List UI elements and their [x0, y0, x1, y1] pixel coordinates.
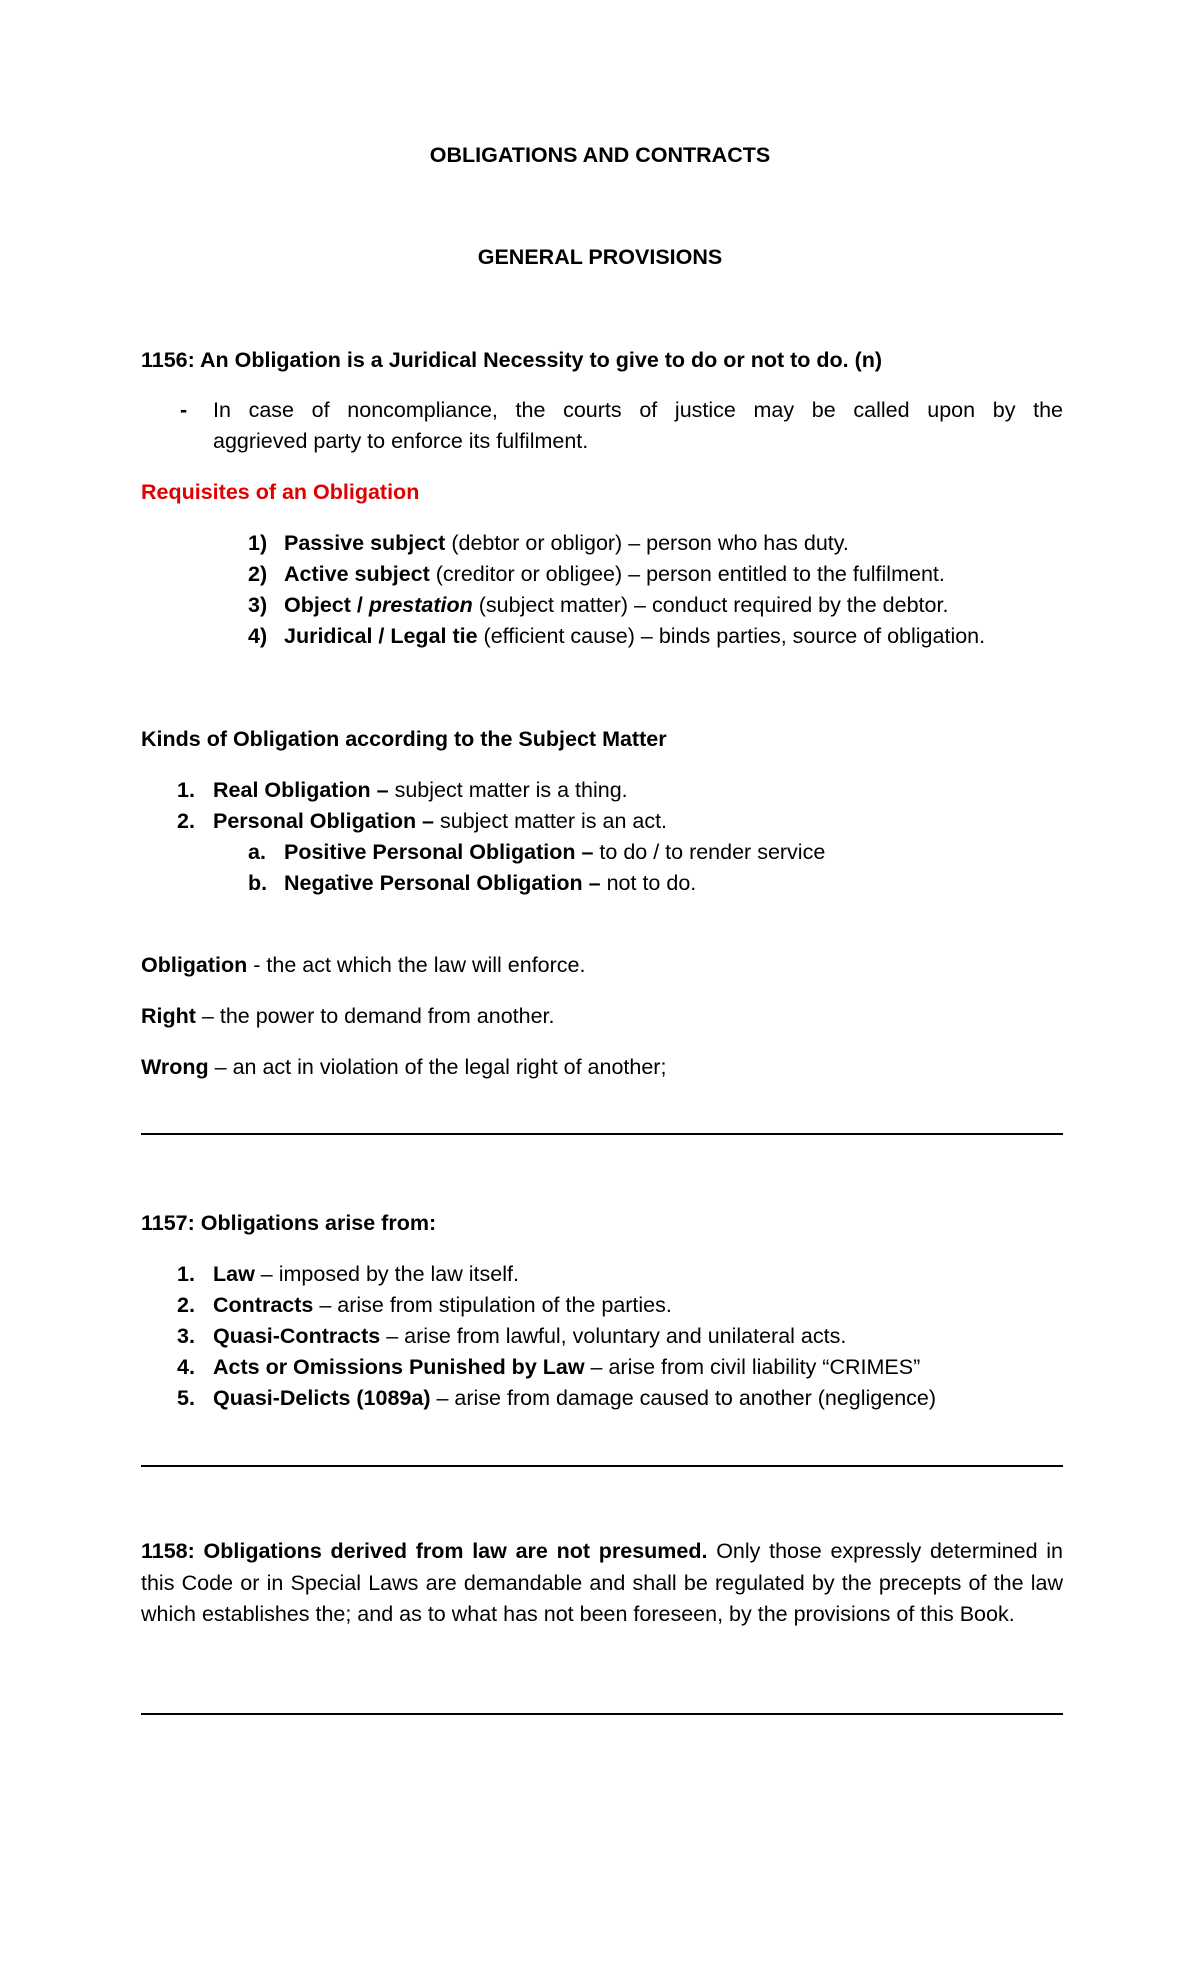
- definition-desc: – the power to demand from another.: [195, 1004, 555, 1028]
- list-term: Law: [213, 1262, 255, 1286]
- list-desc: (debtor or obligor) – person who has duty.: [445, 531, 849, 555]
- definition-term: Wrong: [141, 1055, 209, 1079]
- horizontal-rule: [141, 1465, 1063, 1467]
- kinds-heading: Kinds of Obligation according to the Subject Matter: [141, 727, 667, 751]
- list-number: 2.: [177, 1293, 195, 1317]
- list-number: 1.: [177, 778, 195, 802]
- list-desc: – imposed by the law itself.: [254, 1262, 519, 1286]
- article-1156-note-line1: In case of noncompliance, the courts of justice may be called upon by the: [213, 398, 1063, 422]
- article-1158-text: Only those expressly determined in this Code or in Special Laws are demandable and shall be regulated by the precepts of the law which establishes the; and as to what has not been foreseen, by the provisions of this Book.: [141, 1539, 1063, 1626]
- list-item: [284, 530, 849, 556]
- definition-desc: – an act in violation of the legal right of another;: [208, 1055, 667, 1079]
- list-item: [213, 777, 628, 803]
- document-title: OBLIGATIONS AND CONTRACTS: [429, 143, 771, 167]
- list-term: Quasi-Contracts: [213, 1324, 381, 1348]
- list-item: [284, 623, 985, 649]
- list-term: Passive subject: [284, 531, 446, 555]
- horizontal-rule: [141, 1133, 1063, 1135]
- list-term: Personal Obligation –: [213, 809, 435, 833]
- section-title: GENERAL PROVISIONS: [477, 245, 723, 269]
- definition-wrong: [141, 1054, 666, 1080]
- list-number: 5.: [177, 1386, 195, 1410]
- article-1157-heading: 1157: Obligations arise from:: [141, 1211, 437, 1235]
- list-item: [284, 839, 825, 865]
- article-1156-note-line2: aggrieved party to enforce its fulfilment.: [213, 429, 589, 453]
- list-number: 4): [248, 624, 268, 648]
- article-1158-paragraph: [141, 1536, 1063, 1631]
- list-item: [213, 1354, 920, 1380]
- list-desc: not to do.: [600, 871, 697, 895]
- list-item: [213, 808, 667, 834]
- list-desc: – arise from lawful, voluntary and unilateral acts.: [380, 1324, 847, 1348]
- list-number: 2.: [177, 809, 195, 833]
- list-desc: – arise from damage caused to another (negligence): [430, 1386, 937, 1410]
- list-desc: to do / to render service: [593, 840, 826, 864]
- list-desc: (creditor or obligee) – person entitled to the fulfilment.: [429, 562, 945, 586]
- list-number: 4.: [177, 1355, 195, 1379]
- list-desc: subject matter is an act.: [434, 809, 668, 833]
- list-item: [213, 1385, 936, 1411]
- list-term: Acts or Omissions Punished by Law: [213, 1355, 585, 1379]
- list-term: Positive Personal Obligation –: [284, 840, 594, 864]
- list-item: [284, 870, 696, 896]
- list-term: Juridical / Legal tie: [284, 624, 478, 648]
- list-term: Real Obligation –: [213, 778, 389, 802]
- list-number: 2): [248, 562, 268, 586]
- list-number: 3): [248, 593, 268, 617]
- list-item: [213, 1323, 846, 1349]
- article-1156-heading: 1156: An Obligation is a Juridical Necessity to give to do or not to do. (n): [141, 348, 883, 372]
- list-term-italic: prestation: [368, 593, 473, 617]
- list-item: [213, 1292, 672, 1318]
- definition-term: Obligation: [141, 953, 248, 977]
- list-term: Quasi-Delicts (1089a): [213, 1386, 431, 1410]
- definition-obligation: [141, 952, 585, 978]
- requisites-heading: Requisites of an Obligation: [141, 480, 420, 504]
- list-number: b.: [248, 871, 268, 895]
- list-desc: (efficient cause) – binds parties, source of obligation.: [477, 624, 986, 648]
- definition-term: Right: [141, 1004, 196, 1028]
- list-term: Negative Personal Obligation –: [284, 871, 601, 895]
- list-number: 1): [248, 531, 268, 555]
- list-number: a.: [248, 840, 266, 864]
- list-term: Object /: [284, 593, 369, 617]
- list-item: [213, 1261, 519, 1287]
- definition-right: [141, 1003, 555, 1029]
- list-term: Active subject: [284, 562, 430, 586]
- horizontal-rule: [141, 1713, 1063, 1715]
- list-desc: subject matter is a thing.: [388, 778, 628, 802]
- list-item: [284, 561, 945, 587]
- list-desc: – arise from civil liability “CRIMES”: [584, 1355, 921, 1379]
- list-term: Contracts: [213, 1293, 314, 1317]
- list-desc: (subject matter) – conduct required by the debtor.: [472, 593, 949, 617]
- article-1158-heading: 1158: Obligations derived from law are not presumed.: [141, 1539, 708, 1563]
- list-number: 3.: [177, 1324, 195, 1348]
- list-item: [284, 592, 948, 618]
- definition-desc: - the act which the law will enforce.: [247, 953, 586, 977]
- bullet-dash: -: [180, 398, 188, 422]
- list-desc: – arise from stipulation of the parties.: [313, 1293, 672, 1317]
- list-number: 1.: [177, 1262, 195, 1286]
